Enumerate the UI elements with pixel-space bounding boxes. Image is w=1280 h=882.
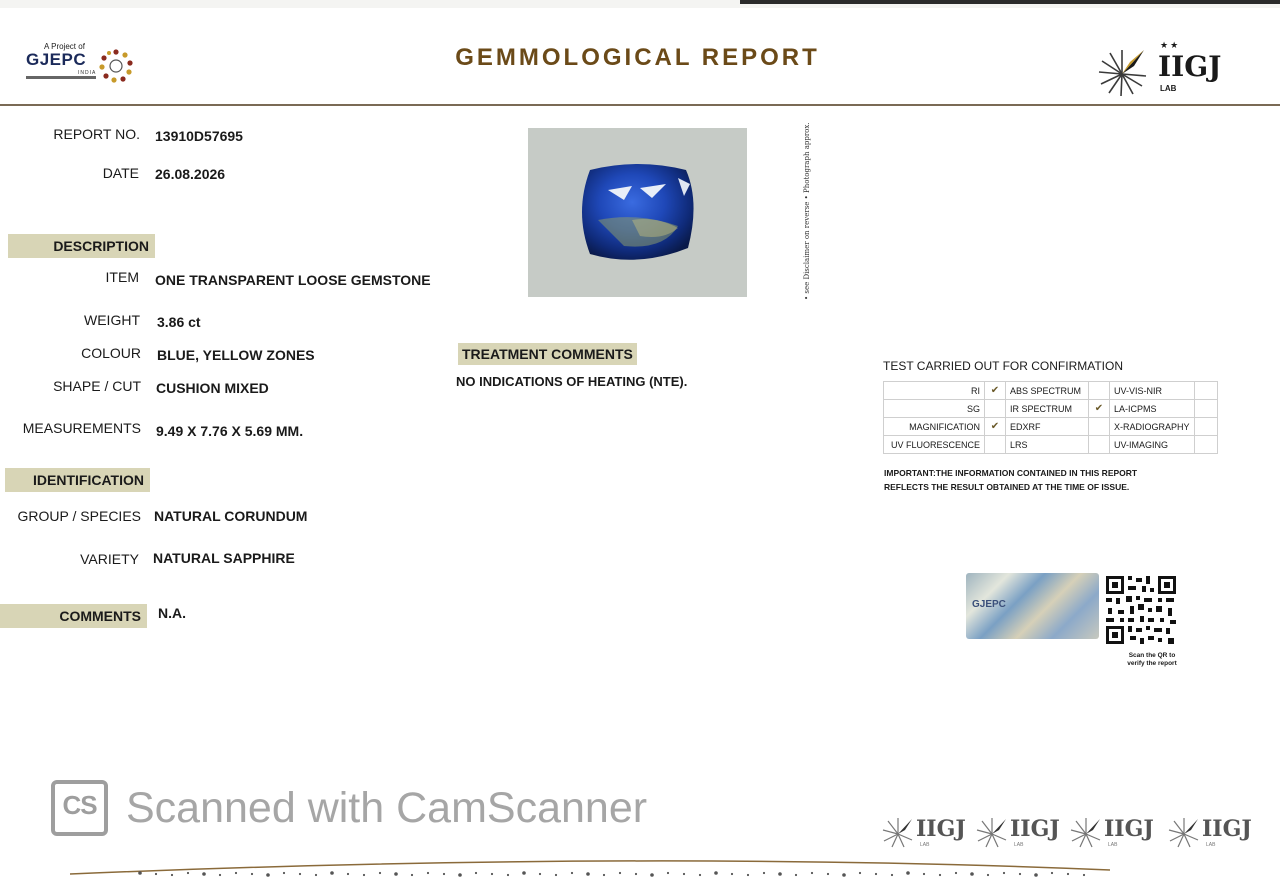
- photo-disclaimer-vertical: [803, 122, 815, 300]
- qr-caption-line-2: verify the report: [1127, 660, 1177, 667]
- date-value: 26.08.2026: [155, 166, 226, 182]
- shape-label: SHAPE / CUT: [53, 378, 141, 394]
- tests-row: [884, 418, 1218, 436]
- tests-cell-c: LA-ICPMS: [1110, 400, 1195, 418]
- footer-iigj-logo: [882, 812, 972, 852]
- tests-cell-a: SG: [884, 400, 985, 418]
- gjepc-country: INDIA: [78, 70, 97, 76]
- header-divider: [0, 104, 1280, 106]
- description-heading: DESCRIPTION: [8, 234, 155, 258]
- tests-cell-a: MAGNIFICATION: [884, 418, 985, 436]
- variety-label: VARIETY: [80, 551, 139, 567]
- qr-caption: [1112, 652, 1192, 668]
- footer-logo-word: IIGJ: [916, 816, 966, 842]
- footer-logo-word: IIGJ: [1104, 816, 1154, 842]
- footer-logo-word: IIGJ: [1010, 816, 1060, 842]
- variety-value: NATURAL SAPPHIRE: [153, 550, 295, 566]
- hologram-text: GJEPC: [972, 599, 1006, 610]
- tests-cell-empty: [1194, 400, 1217, 418]
- tests-cell-c: UV-IMAGING: [1110, 436, 1195, 454]
- tests-cell-empty: [1194, 436, 1217, 454]
- tests-row: [884, 400, 1218, 418]
- weight-value: 3.86 ct: [157, 314, 201, 330]
- tests-cell-b: ABS SPECTRUM: [1006, 382, 1089, 400]
- photo-disclaimer-text: • see Disclaimer on reverse • Photograph approx.: [803, 122, 811, 300]
- footer-logo-word: IIGJ: [1202, 816, 1252, 842]
- footer-logo-sub: LAB: [1014, 842, 1024, 848]
- camscanner-badge-text: CS: [62, 790, 97, 820]
- tests-table: [883, 381, 1218, 454]
- comments-value: N.A.: [158, 605, 186, 621]
- group-species-label: GROUP / SPECIES: [17, 508, 141, 524]
- report-no-value: 13910D57695: [155, 128, 243, 144]
- measurements-value: 9.49 X 7.76 X 5.69 MM.: [156, 423, 304, 439]
- footer-iigj-logo: [1168, 812, 1258, 852]
- check-mark-icon: ✔: [985, 382, 1006, 400]
- tests-cell-b: IR SPECTRUM: [1006, 400, 1089, 418]
- check-mark-icon: [1089, 418, 1110, 436]
- footer-logo-sub: LAB: [1108, 842, 1118, 848]
- camscanner-logo-icon: [51, 780, 108, 836]
- important-note: IMPORTANT:THE INFORMATION CONTAINED IN THIS REPORT REFLECTS THE RESULT OBTAINED AT THE TIME OF ISSUE.: [884, 468, 1138, 492]
- shape-value: CUSHION MIXED: [156, 380, 269, 396]
- security-hologram: [966, 573, 1099, 639]
- gjepc-project-label: A Project of: [44, 42, 85, 51]
- measurements-label: MEASUREMENTS: [22, 420, 141, 436]
- treatment-comments-heading: TREATMENT COMMENTS: [458, 343, 637, 365]
- colour-label: COLOUR: [81, 345, 141, 361]
- identification-heading: IDENTIFICATION: [5, 468, 150, 492]
- footer-iigj-logo: [1070, 812, 1160, 852]
- tests-cell-c: UV-VIS-NIR: [1110, 382, 1195, 400]
- check-mark-icon: [1089, 436, 1110, 454]
- tests-cell-empty: [1194, 382, 1217, 400]
- iigj-wordmark: IIGJ: [1158, 50, 1222, 83]
- comments-heading: COMMENTS: [0, 604, 147, 628]
- footer-logo-sub: LAB: [920, 842, 930, 848]
- tests-row: [884, 436, 1218, 454]
- gjepc-name: GJEPC: [26, 50, 87, 69]
- footer-logo-strip: [882, 812, 1272, 852]
- date-label: DATE: [102, 165, 139, 181]
- sapphire-gem-image: [528, 128, 747, 297]
- tests-cell-empty: [1194, 418, 1217, 436]
- tests-cell-c: X-RADIOGRAPHY: [1110, 418, 1195, 436]
- check-mark-icon: [985, 400, 1006, 418]
- group-species-value: NATURAL CORUNDUM: [154, 508, 308, 524]
- weight-label: WEIGHT: [84, 312, 140, 328]
- check-mark-icon: [985, 436, 1006, 454]
- tests-cell-a: RI: [884, 382, 985, 400]
- colour-value: BLUE, YELLOW ZONES: [157, 347, 315, 363]
- gemstone-photo: [528, 128, 747, 297]
- report-no-label: REPORT NO.: [53, 126, 140, 142]
- tests-cell-b: LRS: [1006, 436, 1089, 454]
- tests-title: TEST CARRIED OUT FOR CONFIRMATION: [883, 359, 1124, 373]
- check-mark-icon: ✔: [1089, 400, 1110, 418]
- top-edge-dark: [740, 0, 1280, 4]
- footer-starburst-icon: [976, 816, 1008, 848]
- tests-row: [884, 382, 1218, 400]
- check-mark-icon: [1089, 382, 1110, 400]
- check-mark-icon: ✔: [985, 418, 1006, 436]
- top-edge-strip: [0, 0, 1280, 8]
- footer-iigj-logo: [976, 812, 1066, 852]
- treatment-comments-text: NO INDICATIONS OF HEATING (NTE).: [456, 374, 688, 389]
- verification-qr-code[interactable]: [1104, 574, 1178, 646]
- tests-cell-b: EDXRF: [1006, 418, 1089, 436]
- footer-logo-sub: LAB: [1206, 842, 1216, 848]
- item-label: ITEM: [105, 269, 139, 285]
- report-title: GEMMOLOGICAL REPORT: [455, 44, 820, 71]
- iigj-stars: ★★: [1160, 40, 1181, 50]
- iigj-lab-logo: [1096, 42, 1246, 100]
- footer-starburst-icon: [882, 816, 914, 848]
- tests-cell-a: UV FLUORESCENCE: [884, 436, 985, 454]
- gjepc-tagline-line: [26, 76, 96, 79]
- item-value: ONE TRANSPARENT LOOSE GEMSTONE: [155, 272, 431, 288]
- qr-caption-line-1: Scan the QR to: [1128, 652, 1176, 659]
- camscanner-watermark-text: Scanned with CamScanner: [126, 784, 648, 832]
- decorative-bottom-border: [0, 852, 1280, 882]
- iigj-starburst-icon: [1096, 44, 1154, 96]
- iigj-lab-label: LAB: [1160, 84, 1177, 93]
- footer-starburst-icon: [1070, 816, 1102, 848]
- footer-starburst-icon: [1168, 816, 1200, 848]
